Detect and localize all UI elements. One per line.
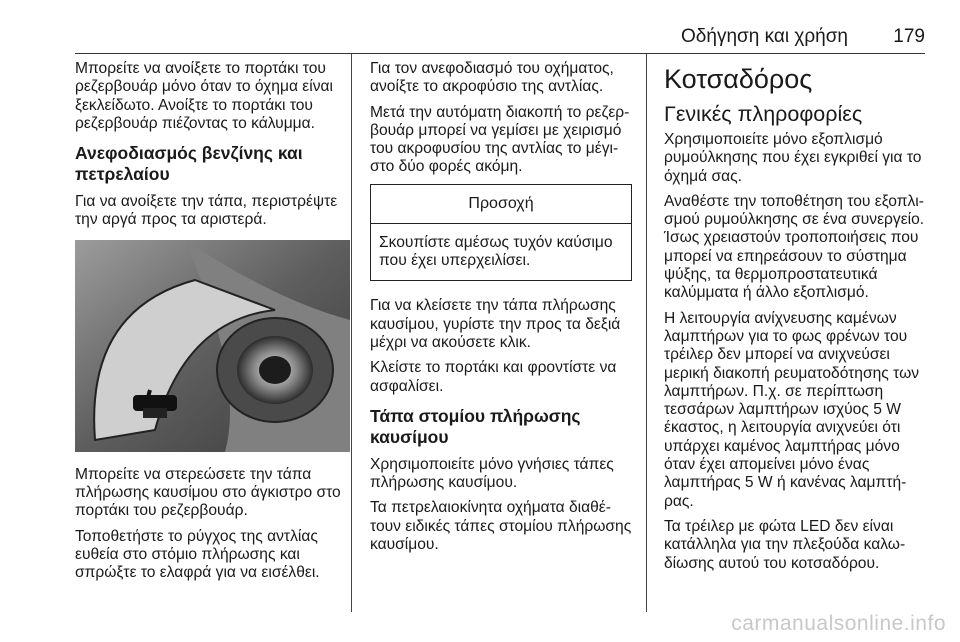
paragraph: Κλείστε το πορτάκι και φροντίστε να ασφαλίσει. [370,359,617,395]
paragraph: Για τον ανεφοδιασμό του οχήματος, ανοίξτε το ακροφύσιο της αντλίας. [370,60,614,96]
subheading: Γενικές πληροφορίες [664,102,863,126]
paragraph: Η λειτουργία ανίχνευσης καμένων λαμπτήρων για το φως φρένων του τρέιλερ δεν μπορεί να ανιχνεύσει μερική διακοπή ρευματοδότησης των λαμπτήρων. Π.χ. σε περίπτωση τεσσάρων λαμπτήρων ισχύος 5 W έκαστος, η λειτουργία ανιχνεύει ότι υπάρχει καμένος λαμπτήρας μόνο όταν έχει απομείνει μόνο ένας λαμπτήρας 5 W ή κανένας λαμπτή-ρας. [664,309,920,510]
column-3 [664,60,934,580]
paragraph: Τα πετρελαιοκίνητα οχήματα διαθέ-τουν ειδικές τάπες στομίου πλήρωσης καυσίμου. [370,499,632,554]
caution-title: Προσοχή [371,185,631,224]
header-title: Οδήγηση και χρήση [681,26,848,47]
caution-box [370,184,632,282]
caution-text: Σκουπίστε αμέσως τυχόν καύσιμο που έχει υπερχειλίσει. [379,233,613,270]
column-divider [351,54,352,612]
paragraph: Για να κλείσετε την τάπα πλήρωσης καυσίμου, γυρίστε την προς τα δεξιά μέχρι να ακούσετε κλικ. [370,297,621,351]
fuel-cap-illustration [75,240,350,452]
column-divider [646,54,647,612]
paragraph: Μπορείτε να στερεώσετε την τάπα πλήρωσης καυσίμου στο άγκιστρο στο πορτάκι του ρεζερβουάρ. [75,465,341,520]
paragraph: Μπορείτε να ανοίξετε το πορτάκι του ρεζερβουάρ μόνο όταν το όχημα είναι ξεκλείδωτο. Ανοίξτε το πορτάκι του ρεζερβουάρ πιέζοντας το κάλυμμα. [75,60,333,132]
paragraph: Τοποθετήστε το ρύγχος της αντλίας ευθεία στο στόμιο πλήρωσης και σπρώξτε το ελαφρά για να εισέλθει. [75,527,320,582]
watermark: carmanualsonline.info [731,612,946,635]
paragraph: Χρησιμοποιείτε μόνο γνήσιες τάπες πλήρωσης καυσίμου. [370,455,614,492]
paragraph: Αναθέστε την τοποθέτηση του εξοπλι-σμού ρυμούλκησης σε ένα συνεργείο. Ίσως χρειαστούν τροποποιήσεις που μπορεί να επηρεάσουν το σύστημα ψύξης, τα θερμοπροστατευτικά καλύμματα ή άλλο εξοπλισμό. [664,192,925,302]
chapter-heading: Κοτσαδόρος [664,64,813,94]
column-2 [370,60,632,561]
section-heading: Τάπα στομίου πλήρωσης καυσίμου [370,405,581,447]
paragraph: Χρησιμοποιείτε μόνο εξοπλισμό ρυμούλκησης που έχει εγκριθεί για το όχημά σας. [664,131,922,185]
paragraph: Για να ανοίξετε την τάπα, περιστρέψτε την αργά προς τα αριστερά. [75,193,338,229]
section-heading: Ανεφοδιασμός βενζίνης και πετρελαίου [75,143,303,185]
page-header [75,0,925,56]
fuel-cap-image [75,240,350,452]
paragraph: Μετά την αυτόματη διακοπή το ρεζερ-βουάρ μπορεί να γεμίσει με χειρισμό του ακροφυσίου της αντλίας το μέγι-στο δύο φορές ακόμη. [370,103,630,176]
column-1 [75,60,351,590]
paragraph: Τα τρέιλερ με φώτα LED δεν είναι κατάλληλα για την πλεξούδα καλω-δίωσης αυτού του κοτσαδόρου. [664,517,906,572]
page-number: 179 [893,26,925,47]
header-rule [75,53,925,54]
